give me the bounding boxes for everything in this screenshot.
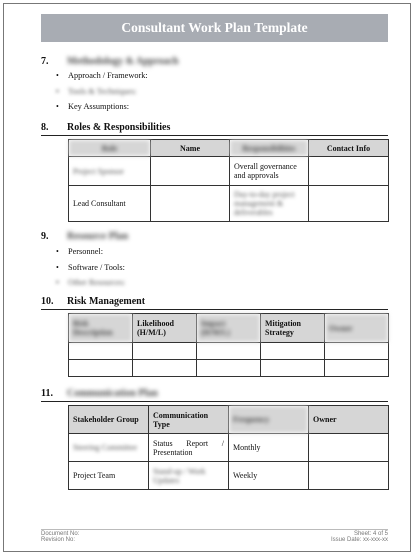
table-row — [69, 157, 389, 186]
table-cell: Stand-up / Work Updates — [149, 462, 229, 490]
document-title: Consultant Work Plan Template — [41, 14, 388, 42]
roles-table — [68, 139, 389, 222]
table-row — [69, 434, 389, 462]
document-number: Document No: — [41, 531, 80, 537]
table-cell — [197, 360, 261, 377]
table-header: Role — [69, 140, 151, 157]
list-item: • Personnel: — [68, 244, 125, 260]
table-cell — [309, 462, 389, 490]
table-header: Responsibilities — [230, 140, 309, 157]
table-cell — [197, 343, 261, 360]
risk-table — [68, 313, 389, 377]
section-10-heading: 10. Risk Management — [41, 296, 146, 307]
list-item: • Software / Tools: — [68, 260, 125, 276]
table-header: Owner — [325, 314, 389, 343]
table-cell — [261, 360, 325, 377]
table-header: Frequency — [229, 406, 309, 434]
table-cell: Steering Committee — [69, 434, 149, 462]
table-row — [69, 360, 389, 377]
section-8-title: Roles & Responsibilities — [67, 122, 171, 133]
list-item: • Tools & Techniques: — [68, 84, 148, 100]
table-cell — [151, 186, 230, 222]
table-header: Impact (H/M/L) — [197, 314, 261, 343]
table-header: Communication Type — [149, 406, 229, 434]
footer-divider — [41, 529, 388, 530]
table-cell: Overall governance and approvals — [230, 157, 309, 186]
table-row — [69, 462, 389, 490]
section-11-title: Communication Plan — [67, 388, 158, 399]
document-page — [3, 3, 411, 552]
list-item: • Key Assumptions: — [68, 99, 148, 115]
table-cell: Project Sponsor — [69, 157, 151, 186]
table-cell — [261, 343, 325, 360]
table-header: Stakeholder Group — [69, 406, 149, 434]
section-divider — [41, 135, 388, 136]
table-row — [69, 186, 389, 222]
section-9-title: Resource Plan — [67, 231, 129, 242]
revision-number: Revision No: — [41, 537, 76, 543]
table-cell: Monthly — [229, 434, 309, 462]
communication-table — [68, 405, 389, 490]
table-cell — [325, 343, 389, 360]
list-item: • Approach / Framework: — [68, 68, 148, 84]
table-cell: Project Team — [69, 462, 149, 490]
section-9-heading: 9. Resource Plan — [41, 231, 129, 242]
section-7-title: Methodology & Approach — [67, 56, 179, 67]
table-cell — [133, 343, 197, 360]
footer — [41, 531, 388, 543]
list-item: • Other Resources: — [68, 275, 125, 291]
table-cell — [151, 157, 230, 186]
table-header: Owner — [309, 406, 389, 434]
table-header: Mitigation Strategy — [261, 314, 325, 343]
table-cell: Weekly — [229, 462, 309, 490]
sheet-number: Sheet: 4 of 5 — [353, 531, 388, 537]
section-10-title: Risk Management — [67, 296, 146, 307]
table-header: Contact Info — [309, 140, 389, 157]
issue-date: Issue Date: xx-xxx-xx — [330, 537, 388, 543]
section-7-bullets — [68, 68, 148, 115]
section-divider — [41, 309, 388, 310]
table-cell — [69, 343, 133, 360]
table-cell — [309, 186, 389, 222]
table-cell — [149, 434, 229, 462]
table-cell — [309, 157, 389, 186]
section-9-bullets — [68, 244, 125, 291]
table-cell — [133, 360, 197, 377]
footer-right — [331, 531, 388, 543]
table-cell — [309, 434, 389, 462]
section-8-heading: 8. Roles & Responsibilities — [41, 122, 171, 133]
table-cell: Day-to-day project management & deliverables — [230, 186, 309, 222]
table-cell — [69, 360, 133, 377]
table-header: Likelihood (H/M/L) — [133, 314, 197, 343]
section-11-heading: 11. Communication Plan — [41, 388, 158, 399]
table-header: Risk Description — [69, 314, 133, 343]
table-cell: Lead Consultant — [69, 186, 151, 222]
communication-type: Status Report / Presentation — [153, 438, 224, 457]
table-row — [69, 343, 389, 360]
table-header: Name — [151, 140, 230, 157]
table-cell — [325, 360, 389, 377]
section-7-heading: 7. Methodology & Approach — [41, 56, 179, 67]
section-divider — [41, 401, 388, 402]
